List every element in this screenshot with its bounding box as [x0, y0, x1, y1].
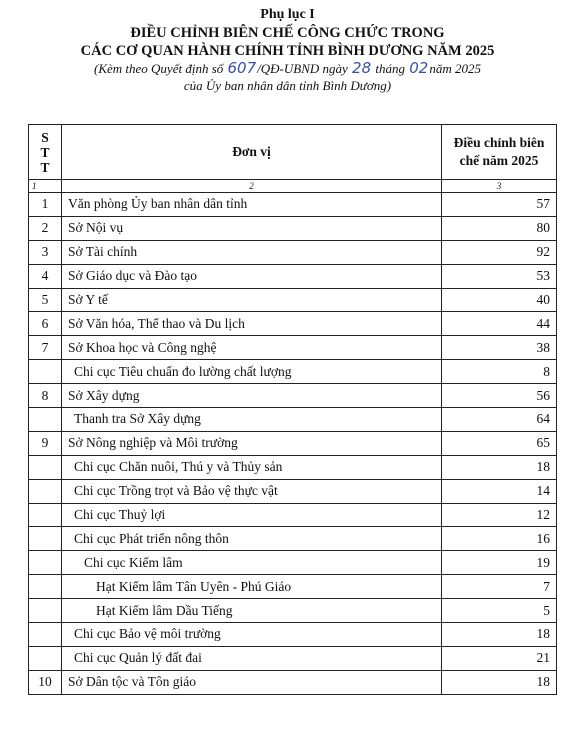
row-stt [29, 479, 62, 503]
table-row [29, 551, 557, 575]
row-staff-value: 19 [442, 551, 557, 575]
table-row [29, 408, 557, 432]
table-row [29, 288, 557, 312]
column-index-1: 1 [29, 180, 62, 193]
row-staff-value: 44 [442, 312, 557, 336]
row-stt [29, 575, 62, 599]
row-unit-name: Hạt Kiểm lâm Tân Uyên - Phú Giáo [62, 575, 442, 599]
table-row [29, 599, 557, 623]
row-unit-name: Sở Tài chính [62, 240, 442, 264]
document-title-line-2: CÁC CƠ QUAN HÀNH CHÍNH TỈNH BÌNH DƯƠNG NĂM 2025 [80, 43, 495, 59]
column-header-stt [29, 125, 62, 180]
row-unit-name: Sở Giáo dục và Đào tạo [62, 264, 442, 288]
row-staff-value: 56 [442, 384, 557, 408]
row-stt [29, 599, 62, 623]
row-stt [29, 646, 62, 670]
row-stt: 6 [29, 312, 62, 336]
row-stt: 7 [29, 336, 62, 360]
row-staff-value: 65 [442, 431, 557, 455]
row-staff-value: 64 [442, 408, 557, 432]
table-row [29, 527, 557, 551]
row-stt [29, 455, 62, 479]
row-unit-name: Thanh tra Sở Xây dựng [62, 408, 442, 432]
stt-letter-t2: T [40, 159, 50, 175]
row-unit-name: Sở Y tế [62, 288, 442, 312]
row-unit-name: Hạt Kiểm lâm Dầu Tiếng [62, 599, 442, 623]
row-staff-value: 92 [442, 240, 557, 264]
table-row [29, 193, 557, 217]
row-stt: 3 [29, 240, 62, 264]
row-staff-value: 18 [442, 455, 557, 479]
table-row [29, 384, 557, 408]
adjustment-header-line-1: Điều chỉnh biên [453, 135, 545, 150]
row-staff-value: 38 [442, 336, 557, 360]
stt-letter-s: S [41, 129, 49, 145]
row-staff-value: 7 [442, 575, 557, 599]
decision-month-handwritten: 02 [409, 59, 429, 77]
table-row [29, 670, 557, 694]
row-unit-name: Chi cục Bảo vệ môi trường [62, 623, 442, 647]
row-stt [29, 408, 62, 432]
table-row [29, 360, 557, 384]
column-index-3: 3 [442, 180, 557, 193]
table-row [29, 264, 557, 288]
row-unit-name: Sở Nội vụ [62, 216, 442, 240]
table-row [29, 336, 557, 360]
table-row [29, 240, 557, 264]
decision-prefix: (Kèm theo Quyết định số [94, 61, 224, 76]
row-staff-value: 21 [442, 646, 557, 670]
row-stt [29, 360, 62, 384]
row-staff-value: 40 [442, 288, 557, 312]
row-stt: 5 [29, 288, 62, 312]
row-staff-value: 12 [442, 503, 557, 527]
decision-year: năm 2025 [429, 61, 481, 76]
row-stt: 9 [29, 431, 62, 455]
row-unit-name: Sở Khoa học và Công nghệ [62, 336, 442, 360]
row-unit-name: Chi cục Tiêu chuẩn đo lường chất lượng [62, 360, 442, 384]
table-row [29, 646, 557, 670]
table-row [29, 575, 557, 599]
adjustment-header-line-2: chế năm 2025 [459, 153, 539, 168]
row-stt [29, 527, 62, 551]
decision-day-handwritten: 28 [352, 59, 372, 77]
row-stt: 2 [29, 216, 62, 240]
row-unit-name: Sở Dân tộc và Tôn giáo [62, 670, 442, 694]
decision-month-label: tháng [375, 61, 406, 76]
row-unit-name: Chi cục Chăn nuôi, Thú y và Thủy sản [62, 455, 442, 479]
row-unit-name: Sở Xây dựng [62, 384, 442, 408]
row-staff-value: 14 [442, 479, 557, 503]
row-stt: 8 [29, 384, 62, 408]
row-staff-value: 5 [442, 599, 557, 623]
table-row [29, 623, 557, 647]
row-staff-value: 80 [442, 216, 557, 240]
row-unit-name: Chi cục Trồng trọt và Bảo vệ thực vật [62, 479, 442, 503]
row-staff-value: 18 [442, 670, 557, 694]
table-row [29, 479, 557, 503]
issuer-line: của Ủy ban nhân dân tỉnh Bình Dương) [183, 78, 392, 93]
table-body [29, 193, 557, 695]
staffing-table [28, 124, 557, 695]
decision-mid: /QĐ-UBND ngày [257, 61, 348, 76]
row-stt [29, 623, 62, 647]
column-header-adjustment [442, 125, 557, 180]
row-unit-name: Sở Văn hóa, Thể thao và Du lịch [62, 312, 442, 336]
decision-reference [0, 60, 575, 77]
row-staff-value: 57 [442, 193, 557, 217]
row-stt [29, 551, 62, 575]
table-row [29, 312, 557, 336]
row-unit-name: Văn phòng Ủy ban nhân dân tỉnh [62, 193, 442, 217]
row-stt: 4 [29, 264, 62, 288]
row-staff-value: 8 [442, 360, 557, 384]
decision-number-handwritten: 607 [227, 59, 257, 77]
row-staff-value: 53 [442, 264, 557, 288]
table-row [29, 431, 557, 455]
row-staff-value: 18 [442, 623, 557, 647]
table-row [29, 455, 557, 479]
column-index-2: 2 [62, 180, 442, 193]
appendix-label: Phụ lục I [260, 7, 315, 22]
row-stt [29, 503, 62, 527]
row-unit-name: Chi cục Thuỷ lợi [62, 503, 442, 527]
column-header-unit: Đơn vị [62, 125, 442, 180]
stt-letter-t1: T [40, 144, 50, 160]
table-row [29, 503, 557, 527]
table-row [29, 216, 557, 240]
row-unit-name: Chi cục Phát triển nông thôn [62, 527, 442, 551]
row-unit-name: Chi cục Kiểm lâm [62, 551, 442, 575]
row-stt: 10 [29, 670, 62, 694]
row-unit-name: Sở Nông nghiệp và Môi trường [62, 431, 442, 455]
row-staff-value: 16 [442, 527, 557, 551]
row-stt: 1 [29, 193, 62, 217]
document-header [0, 0, 575, 94]
row-unit-name: Chi cục Quản lý đất đai [62, 646, 442, 670]
document-title-line-1: ĐIỀU CHỈNH BIÊN CHẾ CÔNG CHỨC TRONG [130, 25, 445, 41]
